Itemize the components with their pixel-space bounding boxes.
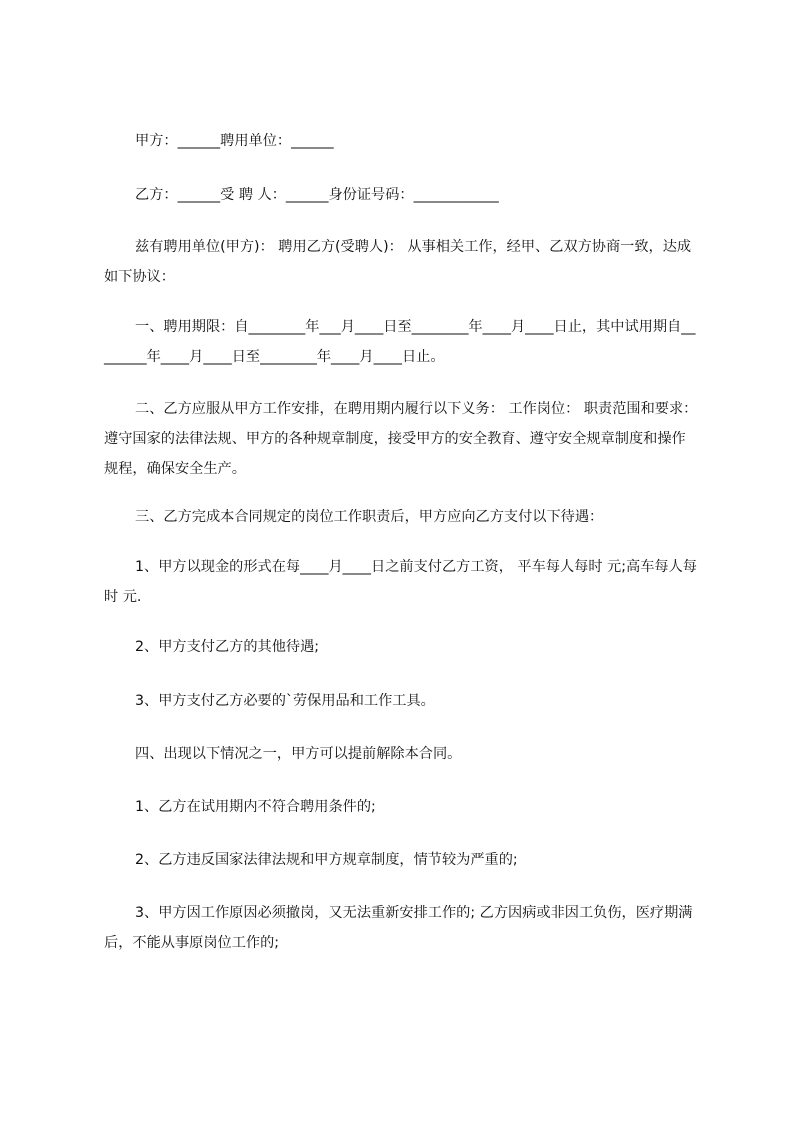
clause-benefits-item-2: 2、甲方支付乙方的其他待遇; — [135, 639, 320, 655]
clause-term-period: 一、聘用期限：自________年___月____日至________年____月____日止，其中试用期自________年____月____日至________年____月____日止。 — [104, 319, 696, 365]
clause-duties: 二、乙方应服从甲方工作安排，在聘用期内履行以下义务： 工作岗位： 职责范围和要求： 遵守国家的法律法规、甲方的各种规章制度，接受甲方的安全教育、遵守安全规章制度和操作规程，确保安全生产。 — [104, 401, 698, 477]
party-a-line: 甲方：______聘用单位：______ — [135, 133, 334, 149]
clause-termination-item-1: 1、乙方在试用期内不符合聘用条件的; — [135, 799, 376, 815]
clause-benefits-item-1: 1、甲方以现金的形式在每____月____日之前支付乙方工资， 平车每人每时 元;高车每人每时 元. — [104, 559, 697, 605]
party-b-line: 乙方：______受 聘 人：______身份证号码：____________ — [135, 187, 499, 203]
clause-benefits-intro: 三、乙方完成本合同规定的岗位工作职责后，甲方应向乙方支付以下待遇： — [135, 509, 604, 525]
clause-benefits-item-3: 3、甲方支付乙方必要的`劳保用品和工作工具。 — [135, 693, 435, 709]
preamble-paragraph: 兹有聘用单位(甲方)： 聘用乙方(受聘人)： 从事相关工作，经甲、乙双方协商一致，达成如下协议： — [104, 239, 692, 285]
clause-termination-intro: 四、出现以下情况之一，甲方可以提前解除本合同。 — [135, 746, 462, 762]
clause-termination-item-3: 3、甲方因工作原因必须撤岗，又无法重新安排工作的; 乙方因病或非因工负伤，医疗期满后，不能从事原岗位工作的; — [104, 905, 693, 951]
clause-termination-item-2: 2、乙方违反国家法律法规和甲方规章制度，情节较为严重的; — [135, 852, 518, 868]
